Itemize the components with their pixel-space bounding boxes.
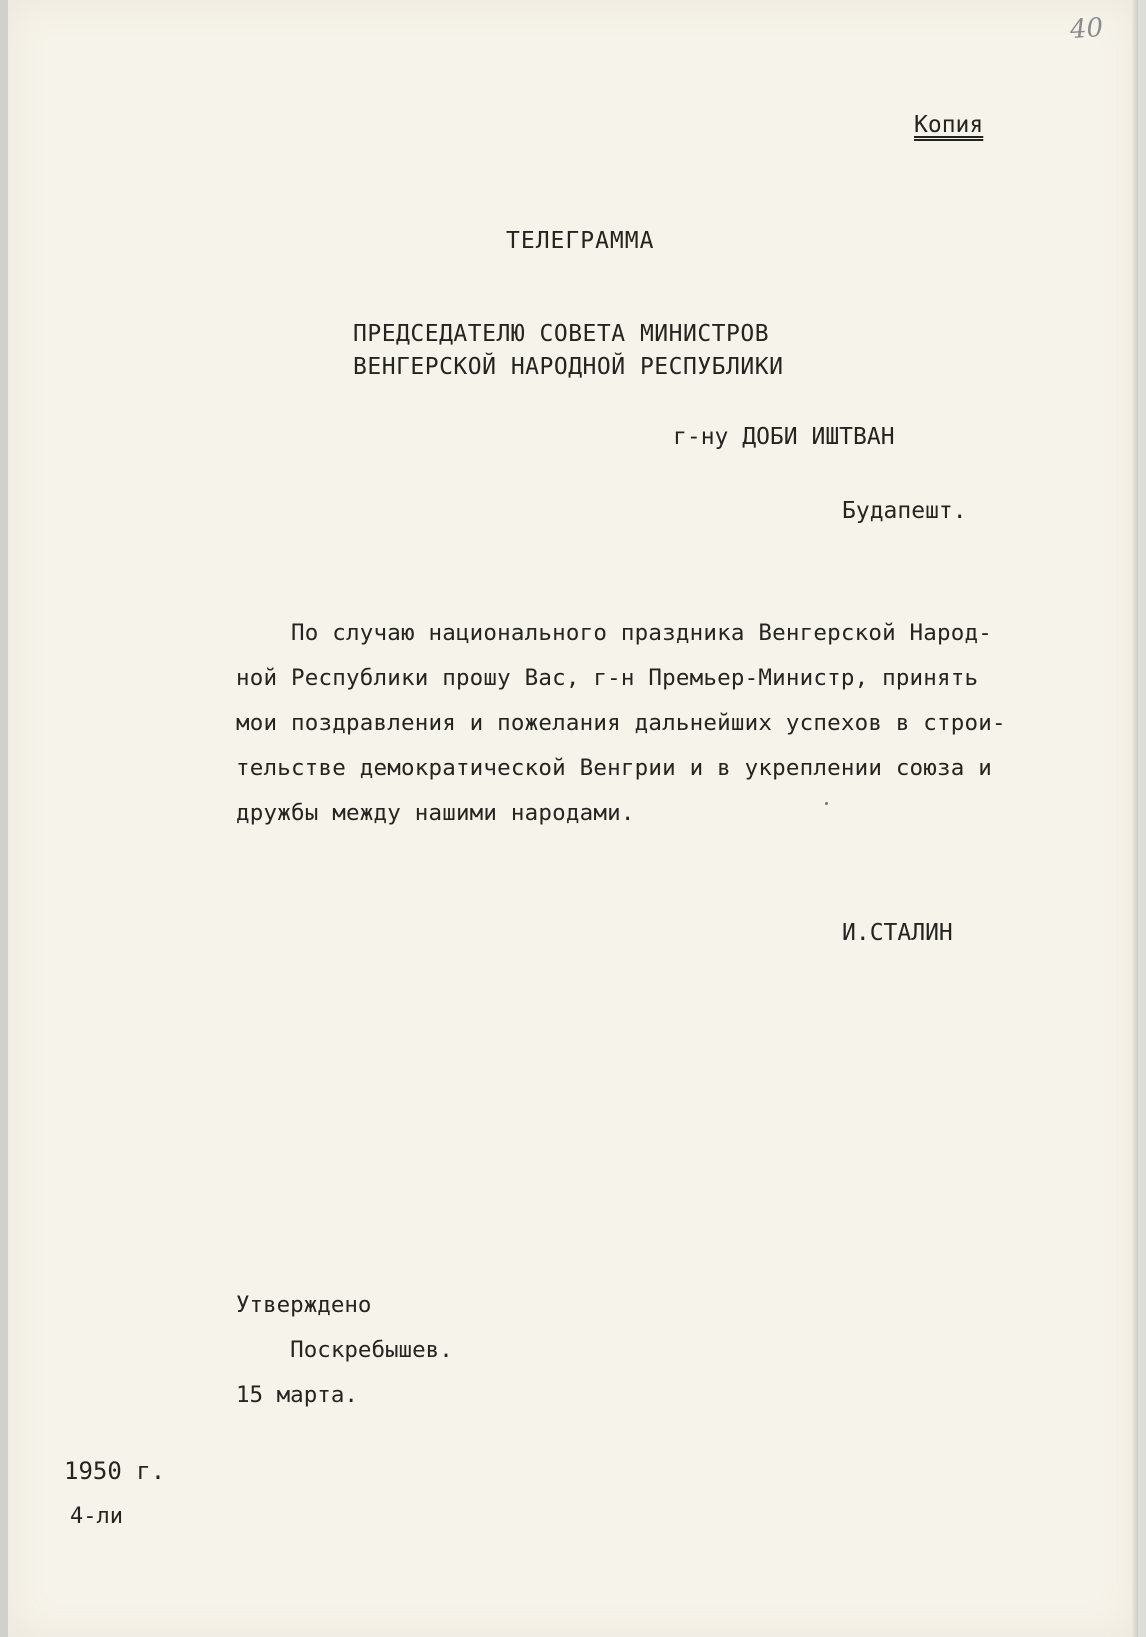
folio-number: 40: [1068, 12, 1105, 46]
page-count: 4-ли: [70, 1504, 123, 1529]
approval-date: 15 марта.: [236, 1382, 358, 1408]
body-line: тельстве демократической Венгрии и в укреплении союза и: [236, 755, 993, 781]
paper-speck: [825, 802, 828, 805]
approval-block: [236, 1283, 453, 1418]
addressee-block: [353, 318, 783, 384]
scan-left-edge: [0, 0, 8, 1637]
approval-label: Утверждено: [236, 1292, 372, 1318]
telegram-body: [236, 611, 1006, 836]
signature: И.СТАЛИН: [842, 920, 953, 946]
year-stamp: 1950 г.: [64, 1457, 166, 1485]
body-line: мои поздравления и пожелания дальнейших успехов в строи-: [236, 710, 1006, 736]
destination-city: Будапешт.: [842, 498, 967, 524]
body-line: По случаю национального праздника Венгерской Народ-: [236, 620, 993, 646]
copy-mark: Копия: [914, 112, 984, 138]
approval-name: Поскребышев.: [236, 1337, 453, 1363]
recipient-name: г-ну ДОБИ ИШТВАН: [673, 424, 895, 450]
body-line: дружбы между нашими народами.: [236, 800, 635, 826]
addressee-line: ВЕНГЕРСКОЙ НАРОДНОЙ РЕСПУБЛИКИ: [353, 354, 784, 380]
body-line: ной Республики прошу Вас, г-н Премьер-Министр, принять: [236, 665, 979, 691]
document-page: [8, 0, 1138, 1637]
addressee-line: ПРЕДСЕДАТЕЛЮ СОВЕТА МИНИСТРОВ: [353, 321, 770, 347]
document-title: ТЕЛЕГРАММА: [506, 228, 655, 254]
page-right-edge: [1132, 0, 1138, 1637]
